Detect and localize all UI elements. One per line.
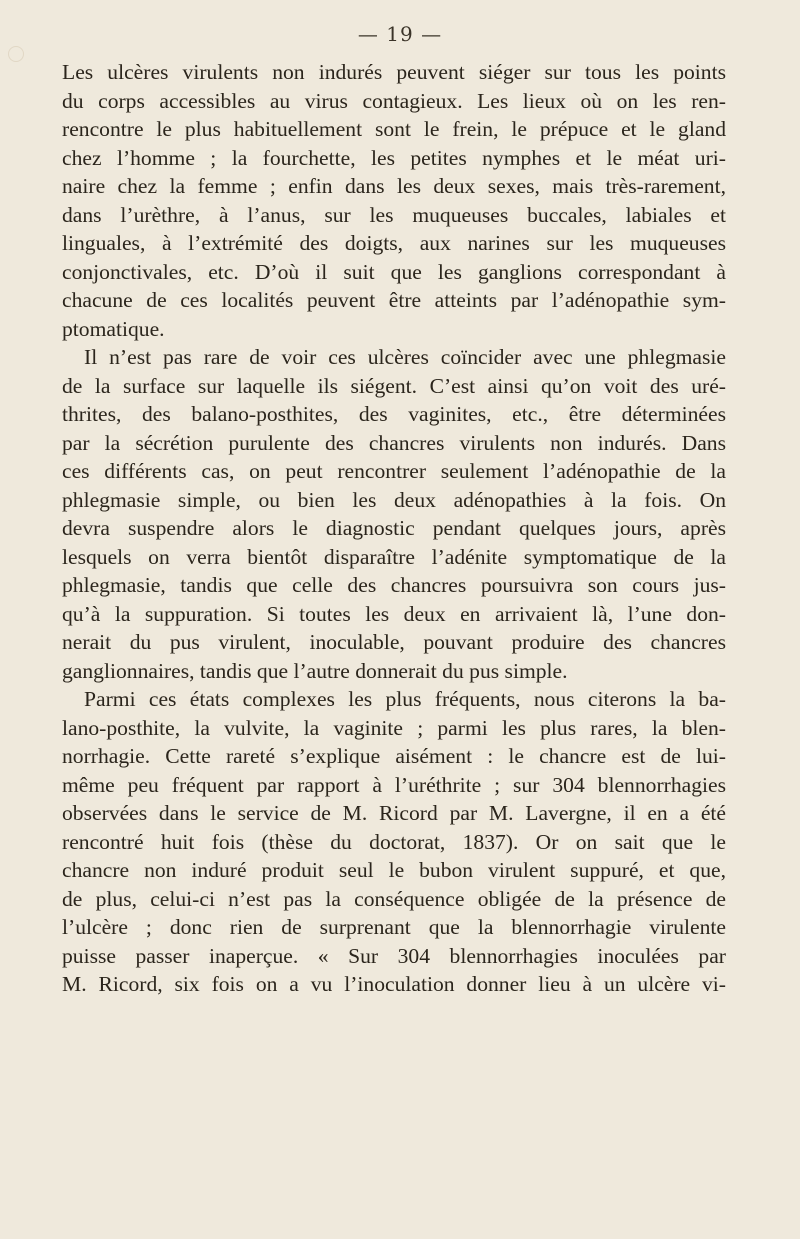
paragraph-3-line: même peu fréquent par rapport à l’uréthrite ; sur 304 blennorrhagies — [62, 772, 726, 797]
paragraph-2-line: devra suspendre alors le diagnostic pendant quelques jours, après — [62, 516, 726, 540]
paragraph-2-line: nerait du pus virulent, inoculable, pouvant produire des chancres — [62, 630, 726, 654]
paragraph-3-line: Parmi ces états complexes les plus fréquents, nous citerons la ba- — [84, 687, 726, 711]
paragraph-2-line: par la sécrétion purulente des chancres virulents non indurés. Dans — [62, 430, 726, 455]
paragraph-2-line: lesquels on verra bientôt disparaître l’adénite symptomatique de la — [62, 544, 726, 569]
paragraph-2-line: de la surface sur laquelle ils siégent. C’est ainsi qu’on voit des uré- — [62, 373, 726, 398]
paragraph-2-line: thrites, des balano-posthites, des vaginites, etc., être déterminées — [62, 402, 726, 426]
page-number: — 19 — — [357, 22, 443, 46]
paragraph-3-line: observées dans le service de M. Ricord par M. Lavergne, il en a été — [62, 801, 726, 825]
paragraph-3-line: norrhagie. Cette rareté s’explique aisément : le chancre est de lui- — [62, 744, 726, 768]
paragraph-1-line: chez l’homme ; la fourchette, les petites nymphes et le méat uri- — [62, 145, 726, 170]
paper-stain — [8, 46, 24, 62]
paragraph-3-line: chancre non induré produit seul le bubon virulent suppuré, et que, — [62, 858, 726, 882]
paragraph-1-line: dans l’urèthre, à l’anus, sur les muqueuses buccales, labiales et — [62, 202, 726, 227]
paragraph-1-line: rencontre le plus habituellement sont le frein, le prépuce et le gland — [62, 117, 726, 141]
paragraph-1-line: ptomatique. — [62, 316, 165, 341]
paragraph-1-line: chacune de ces localités peuvent être atteints par l’adénopathie sym- — [62, 288, 726, 312]
paragraph-1-line: naire chez la femme ; enfin dans les deux sexes, mais très-rarement, — [62, 174, 726, 198]
paragraph-1-line: du corps accessibles au virus contagieux. Les lieux où on les ren- — [62, 88, 726, 113]
paragraph-1-line: conjonctivales, etc. D’où il suit que les ganglions correspondant à — [62, 259, 726, 284]
paragraph-3-line: l’ulcère ; donc rien de surprenant que la blennorrhagie virulente — [62, 915, 726, 939]
paragraph-3-line: puisse passer inaperçue. « Sur 304 blennorrhagies inoculées par — [62, 943, 726, 968]
paragraph-2-line: phlegmasie simple, ou bien les deux adénopathies à la fois. On — [62, 487, 726, 512]
paragraph-3-line: de plus, celui-ci n’est pas la conséquence obligée de la présence de — [62, 886, 726, 911]
paragraph-2-line: qu’à la suppuration. Si toutes les deux en arrivaient là, l’une don- — [62, 601, 726, 626]
paragraph-1-line: Les ulcères virulents non indurés peuvent siéger sur tous les points — [62, 60, 726, 84]
paragraph-3-line: rencontré huit fois (thèse du doctorat, 1837). Or on sait que le — [62, 829, 726, 854]
paragraph-2-line: ces différents cas, on peut rencontrer seulement l’adénopathie de la — [62, 459, 726, 483]
paragraph-2-line: Il n’est pas rare de voir ces ulcères coïncider avec une phlegmasie — [84, 345, 726, 369]
body-text — [62, 58, 726, 999]
paragraph-2-line: ganglionnaires, tandis que l’autre donnerait du pus simple. — [62, 658, 568, 683]
paragraph-1-line: linguales, à l’extrémité des doigts, aux narines sur les muqueuses — [62, 231, 726, 255]
paragraph-2-line: phlegmasie, tandis que celle des chancres poursuivra son cours jus- — [62, 573, 726, 597]
paragraph-3-line: M. Ricord, six fois on a vu l’inoculation donner lieu à un ulcère vi- — [62, 972, 726, 996]
paragraph-3-line: lano-posthite, la vulvite, la vaginite ; parmi les plus rares, la blen- — [62, 715, 726, 740]
